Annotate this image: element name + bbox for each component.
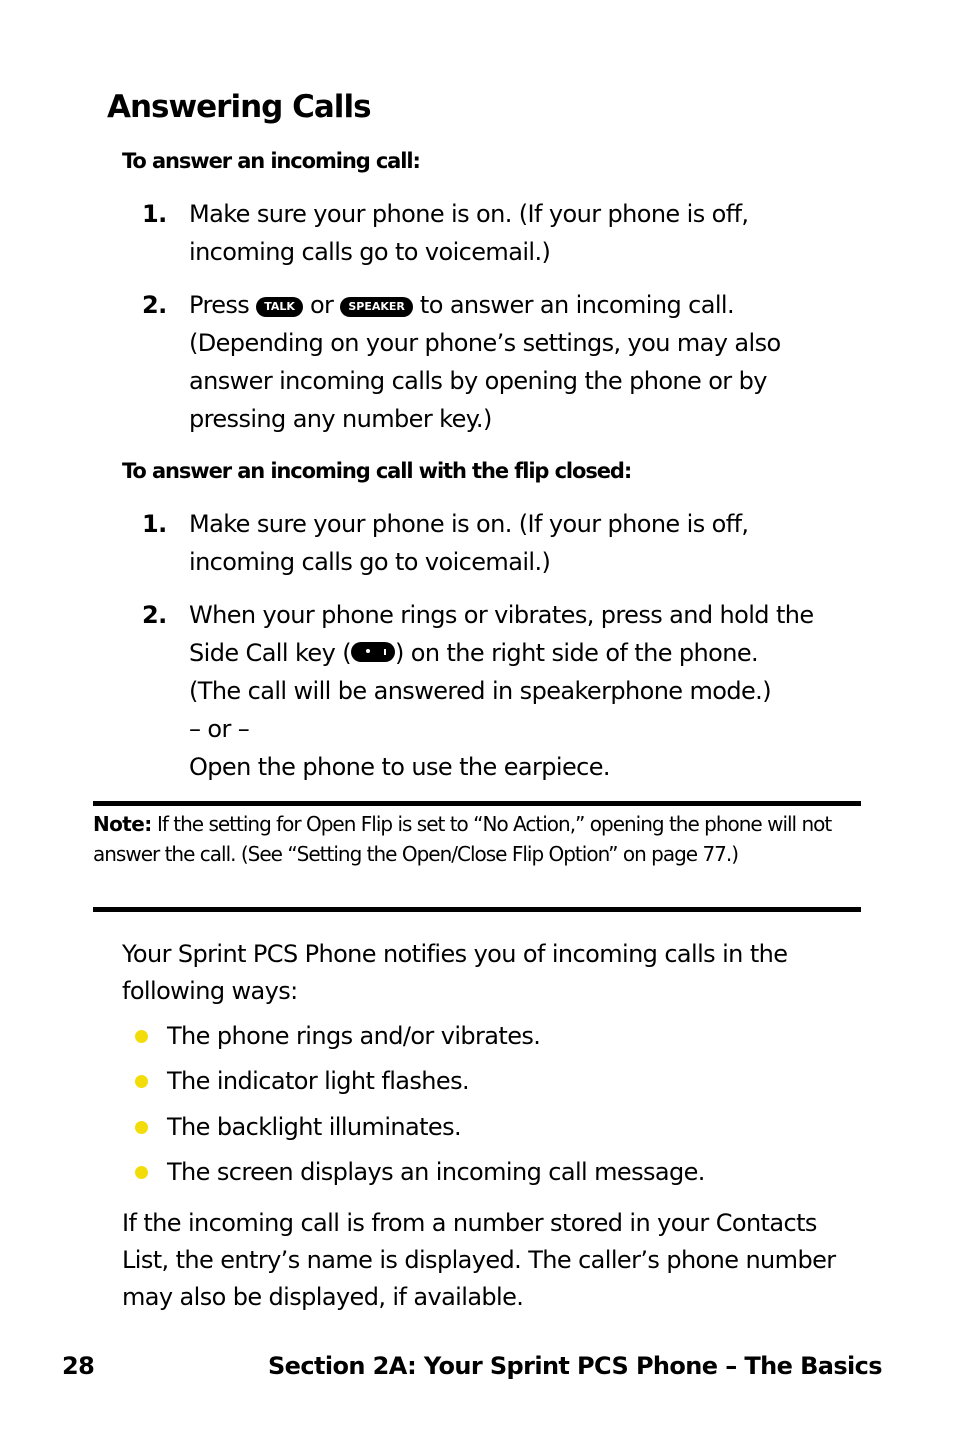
notification-list <box>132 1015 705 1197</box>
speaker-key-icon: SPEAKER <box>340 297 413 317</box>
closing-paragraph: If the incoming call is from a number stored in your Contacts List, the entry’s name is displayed. The caller’s phone number may also be displayed, if available. <box>122 1209 836 1311</box>
side-call-key-icon <box>351 642 395 662</box>
or-separator: – or – <box>189 715 250 743</box>
note-body: If the setting for Open Flip is set to “No Action,” opening the phone will not answer the call. (See “Setting the Open/Close Flip Option” on page 77.) <box>93 812 832 866</box>
section-footer: Section 2A: Your Sprint PCS Phone – The Basics <box>267 1352 882 1380</box>
step-number: 1. <box>142 200 167 228</box>
talk-key-icon: TALK <box>256 297 303 317</box>
list-item-text: The phone rings and/or vibrates. <box>167 1022 541 1050</box>
step-text-part: ) on the right side of the phone. <box>394 639 759 667</box>
list-item <box>132 1015 705 1060</box>
step-text: Make sure your phone is on. (If your phone is off, incoming calls go to voicemail.) <box>189 510 749 576</box>
note-box <box>93 801 861 912</box>
bullet-icon <box>135 1030 148 1043</box>
step-text: Make sure your phone is on. (If your phone is off, incoming calls go to voicemail.) <box>189 200 749 266</box>
step-text-part: Press <box>189 291 250 319</box>
step-text-part: to answer an incoming call. (Depending on your phone’s settings, you may also answer incoming calls by opening the phone or by pressing any number key.) <box>189 291 781 433</box>
step-line: (The call will be answered in speakerphone mode.) <box>189 677 771 705</box>
step-text-part: Side Call key ( <box>189 639 351 667</box>
note-label: Note: <box>93 812 152 836</box>
step-text <box>189 596 849 786</box>
list-item-text: The backlight illuminates. <box>167 1112 462 1141</box>
bullet-icon <box>135 1166 148 1179</box>
note-text <box>93 806 838 869</box>
list-item <box>132 1106 705 1151</box>
step-line: Open the phone to use the earpiece. <box>189 753 610 781</box>
page-number: 28 <box>62 1352 95 1380</box>
step-number: 2. <box>142 291 167 319</box>
subheading-answer-call: To answer an incoming call: <box>122 149 420 173</box>
step-line <box>189 634 849 672</box>
page-title: Answering Calls <box>107 89 371 125</box>
list-item <box>132 1060 705 1105</box>
step-line: When your phone rings or vibrates, press and hold the <box>189 601 814 629</box>
step-number: 1. <box>142 510 167 538</box>
intro-paragraph: Your Sprint PCS Phone notifies you of incoming calls in the following ways: <box>122 940 788 1005</box>
list-item <box>132 1151 705 1196</box>
bullet-icon <box>135 1121 148 1134</box>
step-text-part: or <box>309 291 334 319</box>
list-item-text: The screen displays an incoming call message. <box>167 1158 705 1187</box>
list-item-text: The indicator light flashes. <box>167 1067 469 1096</box>
step-text <box>189 286 849 438</box>
step-number: 2. <box>142 601 167 629</box>
bullet-icon <box>135 1075 148 1088</box>
subheading-flip-closed: To answer an incoming call with the flip closed: <box>122 459 632 483</box>
